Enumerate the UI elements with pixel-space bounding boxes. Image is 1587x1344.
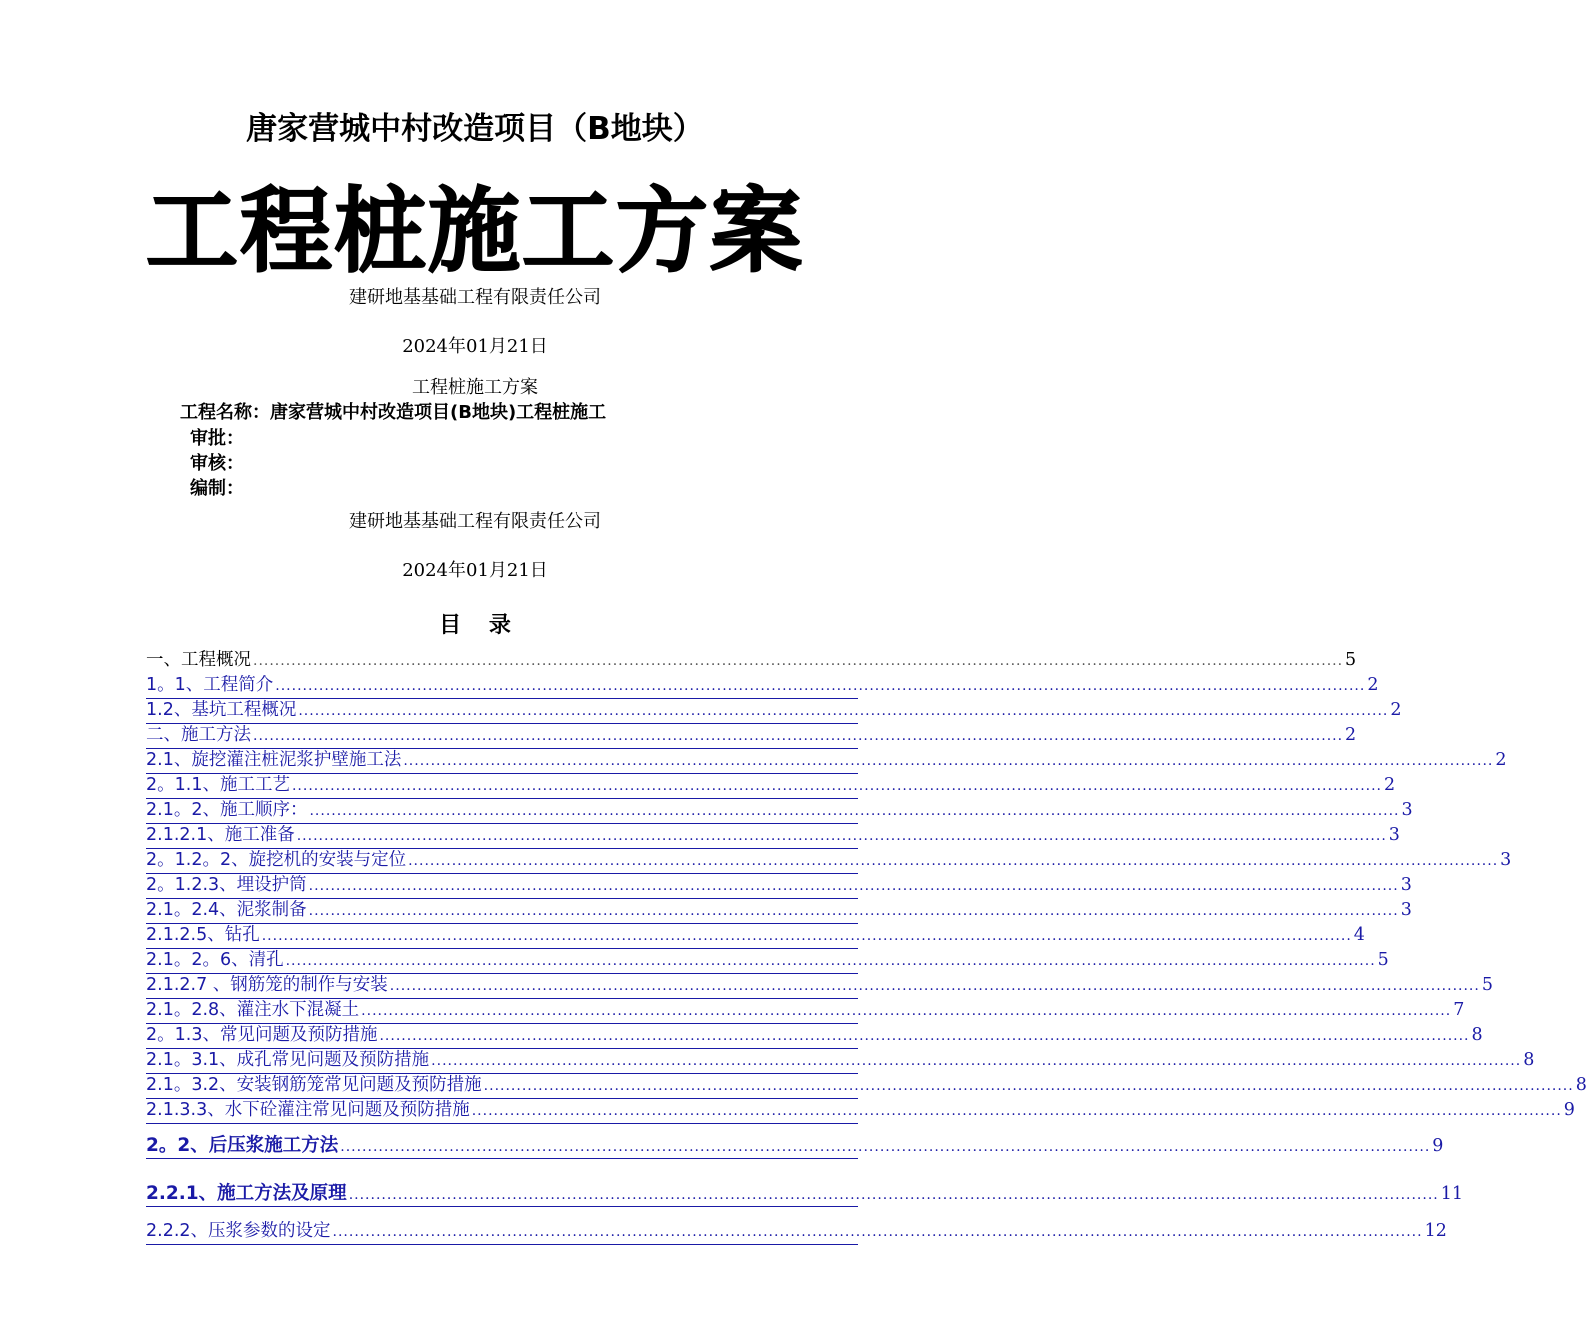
toc-dot-leader: ........................................................................................................................................................................................................ [403,753,1494,769]
toc-entry-page: 9 [1563,1100,1575,1120]
toc-entry[interactable] [146,873,1412,899]
toc-entry-page: 2 [1390,700,1402,720]
toc-dot-leader: ........................................................................................................................................................................................................ [332,1224,1423,1240]
toc-entry-label: 2.1.2.7 、钢筋笼的制作与安装 [146,975,388,995]
toc-entry-page: 4 [1353,925,1365,945]
toc-entry-page: 2 [1495,750,1507,770]
info-date: 2024年01月21日 [402,560,548,581]
toc-entry-label: 2.1.3.3、水下砼灌注常见问题及预防措施 [146,1100,470,1120]
toc-entry-label: 2.1.2.1、施工准备 [146,825,295,845]
toc-entry-page: 3 [1400,875,1412,895]
project-name-field: 工程名称：唐家营城中村改造项目(B地块)工程桩施工 [180,402,607,423]
toc-entry-page: 5 [1377,950,1389,970]
toc-entry-label: 1。1、工程简介 [146,675,274,695]
toc-dot-leader: ........................................................................................................................................................................................................ [275,678,1366,694]
toc-entry-page: 8 [1523,1050,1535,1070]
toc-entry[interactable] [146,898,1412,924]
toc-entry-page: 12 [1424,1221,1447,1241]
main-title: 工程桩施工方案 [145,178,804,285]
toc-dot-leader: ........................................................................................................................................................................................................ [471,1103,1562,1119]
toc-entry-label: 2.2.2、压浆参数的设定 [146,1221,331,1241]
toc-dot-leader: ........................................................................................................................................................................................................ [291,778,1383,794]
toc-entry[interactable] [146,973,1493,999]
toc-entry-label: 2.1.2.5、钻孔 [146,925,260,945]
toc-entry-label: 1.2、基坑工程概况 [146,700,297,720]
toc-entry-label: 2。2、后压浆施工方法 [146,1135,339,1156]
toc-entry-label: 2.1。2.8、灌注水下混凝土 [146,1000,360,1020]
toc-dot-leader: ........................................................................................................................................................................................................ [340,1139,1431,1155]
toc-entry[interactable] [146,848,1512,874]
approve-field: 审批： [190,428,244,449]
toc-dot-leader: ........................................................................................................................................................................................................ [308,878,1399,894]
toc-entry[interactable] [146,1219,1447,1245]
toc-entry[interactable] [146,698,1402,724]
toc-entry[interactable] [146,1133,1444,1159]
toc-dot-leader: ........................................................................................................................................................................................................ [431,1053,1522,1069]
toc-entry-page: 3 [1401,800,1413,820]
toc-entry-label: 2.1。3.1、成孔常见问题及预防措施 [146,1050,430,1070]
toc-dot-leader: ........................................................................................................................................................................................................ [253,728,1344,744]
toc-entry-page: 2 [1345,725,1357,745]
toc-entry-label: 一、工程概况 [146,650,251,670]
toc-entry-label: 2.1。2。6、清孔 [146,950,284,970]
toc-entry[interactable] [146,748,1507,774]
toc-entry-page: 5 [1345,650,1357,670]
cover-company: 建研地基基础工程有限责任公司 [349,287,601,308]
toc-entry-page: 8 [1471,1025,1483,1045]
toc-entry-page: 9 [1432,1136,1444,1156]
toc-entry-label: 2。1.2.3、埋设护筒 [146,875,307,895]
toc-entry-page: 3 [1388,825,1400,845]
toc-entry-page: 11 [1440,1184,1464,1204]
toc-entry-page: 3 [1500,850,1512,870]
toc-entry[interactable] [146,773,1396,799]
toc-entry-label: 2.1、旋挖灌注桩泥浆护壁施工法 [146,750,402,770]
toc-entry [146,648,1357,673]
toc-entry[interactable] [146,798,1413,824]
toc-entry-label: 2.2.1、施工方法及原理 [146,1183,347,1204]
toc-entry-page: 8 [1575,1075,1587,1095]
project-title: 唐家营城中村改造项目（B地块） [246,111,704,147]
toc-dot-leader: ........................................................................................................................................................................................................ [296,828,1387,844]
toc-entry-label: 2。1.1、施工工艺 [146,775,290,795]
toc-entry[interactable] [146,998,1465,1024]
toc-entry[interactable] [146,1048,1535,1074]
toc-dot-leader: ........................................................................................................................................................................................................ [261,928,1352,944]
toc-entry[interactable] [146,673,1379,699]
toc-entry[interactable] [146,1023,1483,1049]
toc-entry-page: 3 [1400,900,1412,920]
toc-dot-leader: ........................................................................................................................................................................................................ [408,853,1499,869]
toc-entry[interactable] [146,923,1365,949]
info-company: 建研地基基础工程有限责任公司 [349,511,601,532]
toc-entry-label: 2。1.3、常见问题及预防措施 [146,1025,378,1045]
toc-entry[interactable] [146,1098,1575,1124]
info-heading: 工程桩施工方案 [412,377,538,398]
toc-dot-leader: ........................................................................................................................................................................................................ [361,1003,1452,1019]
toc-entry-label: 2。1.2。2、旋挖机的安装与定位 [146,850,407,870]
toc-dot-leader: ........................................................................................................................................................................................................ [483,1078,1574,1094]
toc-dot-leader: ........................................................................................................................................................................................................ [379,1028,1470,1044]
toc-entry[interactable] [146,723,1357,749]
toc-entry[interactable] [146,948,1389,974]
toc-dot-leader: ........................................................................................................................................................................................................ [309,803,1400,819]
toc-heading: 目 录 [439,613,511,638]
toc-dot-leader: ........................................................................................................................................................................................................ [298,703,1389,719]
toc-dot-leader: ........................................................................................................................................................................................................ [285,953,1376,969]
toc-entry-label: 2.1。2.4、泥浆制备 [146,900,307,920]
toc-dot-leader: ........................................................................................................................................................................................................ [253,653,1344,669]
toc-entry-page: 7 [1453,1000,1465,1020]
toc-entry-page: 2 [1367,675,1379,695]
toc-entry-label: 2.1。2、施工顺序： [146,800,308,820]
toc-dot-leader: ........................................................................................................................................................................................................ [348,1187,1439,1203]
review-field: 审核： [190,453,244,474]
toc-entry[interactable] [146,1181,1464,1207]
cover-date: 2024年01月21日 [402,336,548,357]
toc-entry-page: 2 [1384,775,1396,795]
toc-entry-label: 2.1。3.2、安装钢筋笼常见问题及预防措施 [146,1075,482,1095]
toc-entry[interactable] [146,1073,1587,1099]
toc-entry-page: 5 [1481,975,1493,995]
toc-dot-leader: ........................................................................................................................................................................................................ [308,903,1399,919]
edit-field: 编制： [190,478,244,499]
toc-dot-leader: ........................................................................................................................................................................................................ [389,978,1480,994]
toc-entry[interactable] [146,823,1400,849]
toc-entry-label: 二、施工方法 [146,725,251,745]
